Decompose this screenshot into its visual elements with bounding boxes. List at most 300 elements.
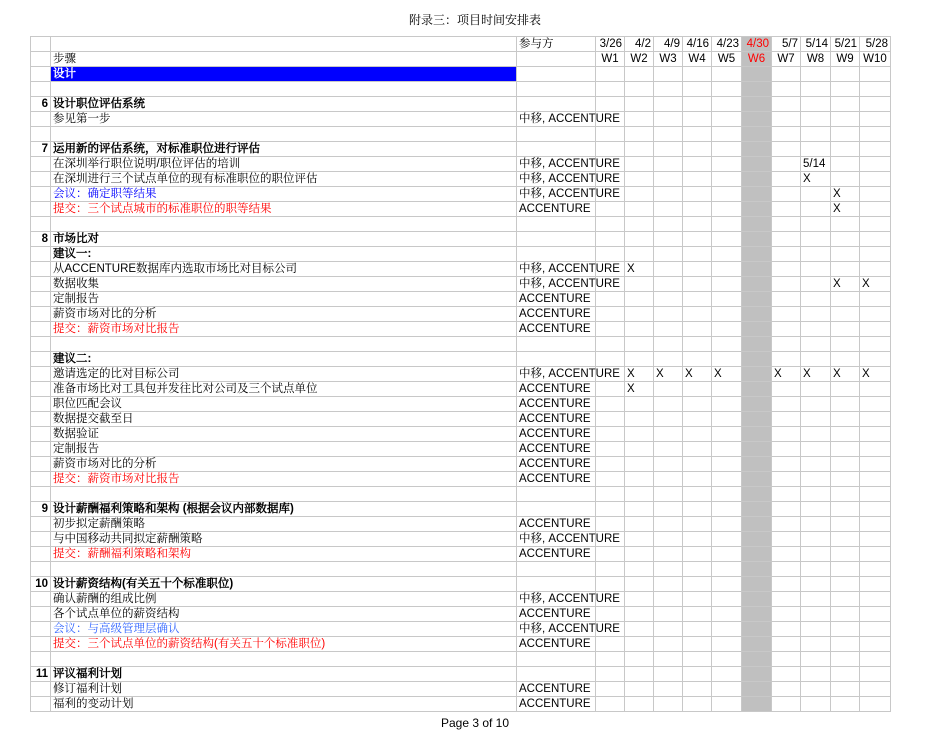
week-cell [772, 682, 801, 697]
week-cell [625, 97, 654, 112]
week-cell [742, 67, 772, 82]
task-row [31, 247, 891, 262]
task-text: 职位匹配会议 [51, 397, 517, 412]
task-row [31, 97, 891, 112]
participants-header: 参与方 [517, 37, 596, 52]
week-cell [683, 682, 712, 697]
week-cell [831, 232, 860, 247]
week-header-highlighted: W6 [742, 52, 772, 67]
week-cell [596, 142, 625, 157]
week-cell [625, 307, 654, 322]
task-row [31, 172, 891, 187]
task-row [31, 232, 891, 247]
task-row [31, 157, 891, 172]
task-row [31, 262, 891, 277]
week-cell [712, 697, 742, 712]
week-cell [831, 472, 860, 487]
week-cell [712, 472, 742, 487]
page-title: 附录三：项目时间安排表 [408, 13, 541, 27]
week-cell [683, 427, 712, 442]
task-text: 各个试点单位的薪资结构 [51, 607, 517, 622]
week-cell [596, 472, 625, 487]
task-participants: ACCENTURE [517, 382, 596, 397]
week-cell [654, 592, 683, 607]
week-cell [742, 577, 772, 592]
week-cell [831, 667, 860, 682]
task-row [31, 202, 891, 217]
week-header: W8 [801, 52, 831, 67]
week-cell [683, 262, 712, 277]
task-participants [517, 652, 596, 667]
week-cell [801, 142, 831, 157]
week-cell [683, 112, 712, 127]
step-number [31, 322, 51, 337]
week-cell [772, 352, 801, 367]
week-cell [596, 352, 625, 367]
task-text: 修订福利计划 [51, 682, 517, 697]
task-text: 定制报告 [51, 292, 517, 307]
week-cell [801, 397, 831, 412]
week-cell [772, 142, 801, 157]
week-cell [860, 232, 891, 247]
week-cell [712, 127, 742, 142]
week-cell [831, 697, 860, 712]
week-cell [772, 82, 801, 97]
week-cell [742, 337, 772, 352]
week-cell [772, 337, 801, 352]
week-cell [654, 427, 683, 442]
step-number [31, 442, 51, 457]
week-cell [712, 637, 742, 652]
week-cell [860, 127, 891, 142]
task-participants [517, 82, 596, 97]
step-number [31, 187, 51, 202]
week-cell [625, 562, 654, 577]
week-header: W3 [654, 52, 683, 67]
week-cell [712, 307, 742, 322]
week-cell [625, 457, 654, 472]
week-cell [831, 337, 860, 352]
week-cell [596, 502, 625, 517]
date-header: 4/2 [625, 37, 654, 52]
task-text [51, 82, 517, 97]
week-cell [596, 667, 625, 682]
task-row [31, 532, 891, 547]
week-cell [596, 382, 625, 397]
week-cell [712, 112, 742, 127]
week-cell [772, 322, 801, 337]
week-cell [860, 562, 891, 577]
task-participants: 中移, ACCENTURE [517, 532, 596, 547]
week-cell [596, 247, 625, 262]
week-cell [801, 82, 831, 97]
week-cell [772, 547, 801, 562]
week-cell [831, 82, 860, 97]
step-number: 8 [31, 232, 51, 247]
week-cell [772, 157, 801, 172]
schedule-body [31, 37, 891, 712]
week-cell [860, 622, 891, 637]
date-header: 5/7 [772, 37, 801, 52]
week-cell [772, 637, 801, 652]
task-participants: ACCENTURE [517, 637, 596, 652]
week-cell [772, 307, 801, 322]
week-cell [860, 202, 891, 217]
week-cell [596, 427, 625, 442]
week-cell [742, 352, 772, 367]
step-number [31, 67, 51, 82]
week-cell-mark: X [625, 367, 654, 382]
task-text: 会议：与高级管理层确认 [51, 622, 517, 637]
task-row [31, 67, 891, 82]
week-header: W7 [772, 52, 801, 67]
week-cell [683, 247, 712, 262]
week-cell [742, 607, 772, 622]
week-cell [742, 142, 772, 157]
week-cell [683, 67, 712, 82]
week-cell [801, 517, 831, 532]
task-participants [517, 562, 596, 577]
week-cell [596, 292, 625, 307]
task-participants [517, 232, 596, 247]
week-cell [831, 607, 860, 622]
week-cell [742, 427, 772, 442]
week-cell [654, 652, 683, 667]
week-cell [683, 532, 712, 547]
week-cell [831, 217, 860, 232]
week-cell [742, 667, 772, 682]
spacer-row [31, 562, 891, 577]
week-cell [772, 532, 801, 547]
task-row [31, 382, 891, 397]
week-cell [625, 637, 654, 652]
week-cell [742, 262, 772, 277]
week-cell [654, 487, 683, 502]
week-cell [742, 292, 772, 307]
week-cell [742, 232, 772, 247]
date-header-highlighted: 4/30 [742, 37, 772, 52]
week-cell [625, 697, 654, 712]
task-text: 福利的变动计划 [51, 697, 517, 712]
task-participants: 中移, ACCENTURE [517, 277, 596, 292]
week-cell [860, 112, 891, 127]
week-cell [596, 607, 625, 622]
week-cell [596, 637, 625, 652]
task-text: 提交：三个试点单位的薪资结构(有关五十个标准职位) [51, 637, 517, 652]
week-cell [712, 652, 742, 667]
week-cell [742, 547, 772, 562]
week-cell [654, 142, 683, 157]
week-cell [801, 262, 831, 277]
task-participants [517, 97, 596, 112]
step-number: 11 [31, 667, 51, 682]
week-cell [654, 157, 683, 172]
week-cell [596, 202, 625, 217]
week-cell [654, 127, 683, 142]
week-cell [654, 337, 683, 352]
week-cell [683, 322, 712, 337]
week-cell [712, 202, 742, 217]
week-header: W2 [625, 52, 654, 67]
steps-header: 步骤 [51, 52, 517, 67]
step-number [31, 457, 51, 472]
step-number [31, 307, 51, 322]
week-cell [683, 472, 712, 487]
week-cell [683, 157, 712, 172]
task-row [31, 667, 891, 682]
week-cell [712, 262, 742, 277]
step-number: 7 [31, 142, 51, 157]
week-cell [683, 412, 712, 427]
week-cell [742, 442, 772, 457]
week-cell [683, 517, 712, 532]
week-cell [772, 277, 801, 292]
week-cell [742, 472, 772, 487]
week-cell [596, 442, 625, 457]
week-cell [772, 622, 801, 637]
week-cell [596, 397, 625, 412]
step-number [31, 427, 51, 442]
week-cell [860, 67, 891, 82]
week-cell [683, 127, 712, 142]
step-number [31, 607, 51, 622]
task-row [31, 412, 891, 427]
week-cell [860, 682, 891, 697]
week-cell [801, 322, 831, 337]
task-participants: 中移, ACCENTURE [517, 262, 596, 277]
week-cell [596, 67, 625, 82]
step-number [31, 517, 51, 532]
week-cell [625, 412, 654, 427]
week-cell [596, 577, 625, 592]
week-header: W9 [831, 52, 860, 67]
week-cell [801, 307, 831, 322]
week-cell [801, 97, 831, 112]
week-cell [801, 277, 831, 292]
step-number [31, 157, 51, 172]
task-text: 提交：薪资市场对比报告 [51, 472, 517, 487]
week-cell [683, 562, 712, 577]
task-participants: ACCENTURE [517, 457, 596, 472]
week-cell [596, 517, 625, 532]
week-cell [654, 532, 683, 547]
task-participants [517, 127, 596, 142]
page-footer: Page 3 of 10 [440, 716, 510, 730]
week-cell [712, 412, 742, 427]
step-number [31, 217, 51, 232]
step-number [31, 412, 51, 427]
week-cell [831, 682, 860, 697]
week-cell [801, 352, 831, 367]
week-cell [831, 127, 860, 142]
week-cell [772, 127, 801, 142]
week-cell [860, 262, 891, 277]
week-cell [860, 322, 891, 337]
week-cell [801, 442, 831, 457]
week-cell [772, 607, 801, 622]
section-header: 设计 [51, 67, 517, 82]
week-cell [831, 262, 860, 277]
week-cell [742, 277, 772, 292]
task-text: 数据验证 [51, 427, 517, 442]
week-cell [860, 517, 891, 532]
step-number [31, 652, 51, 667]
task-participants: 中移, ACCENTURE [517, 592, 596, 607]
week-cell [742, 82, 772, 97]
task-participants [517, 142, 596, 157]
week-cell [683, 307, 712, 322]
step-number: 10 [31, 577, 51, 592]
week-cell [625, 292, 654, 307]
week-cell [683, 667, 712, 682]
task-participants [517, 352, 596, 367]
week-cell [831, 247, 860, 262]
week-cell [654, 682, 683, 697]
week-cell [860, 292, 891, 307]
task-row [31, 277, 891, 292]
task-row [31, 622, 891, 637]
week-cell [831, 307, 860, 322]
spacer-row [31, 487, 891, 502]
week-cell [801, 217, 831, 232]
week-cell [860, 187, 891, 202]
week-cell [772, 442, 801, 457]
task-row [31, 637, 891, 652]
week-cell [683, 607, 712, 622]
task-participants: 中移, ACCENTURE [517, 112, 596, 127]
week-cell [801, 292, 831, 307]
week-cell [596, 127, 625, 142]
week-cell [712, 457, 742, 472]
week-cell [801, 652, 831, 667]
week-cell [625, 157, 654, 172]
week-cell [801, 202, 831, 217]
week-cell [742, 592, 772, 607]
week-cell-mark: X [654, 367, 683, 382]
week-cell [860, 337, 891, 352]
week-cell [831, 397, 860, 412]
step-number [31, 592, 51, 607]
task-participants: 中移, ACCENTURE [517, 157, 596, 172]
week-cell [596, 547, 625, 562]
week-cell [742, 112, 772, 127]
week-cell [742, 157, 772, 172]
week-cell [860, 172, 891, 187]
week-cell [712, 502, 742, 517]
week-cell [654, 82, 683, 97]
task-participants: ACCENTURE [517, 427, 596, 442]
week-cell-mark: X [831, 187, 860, 202]
week-cell [596, 412, 625, 427]
task-row [31, 187, 891, 202]
week-cell [831, 592, 860, 607]
week-cell [625, 127, 654, 142]
step-number [31, 292, 51, 307]
week-cell [712, 172, 742, 187]
week-cell [801, 382, 831, 397]
week-cell [625, 397, 654, 412]
week-cell [831, 637, 860, 652]
week-cell [742, 367, 772, 382]
week-cell [625, 322, 654, 337]
week-header: W1 [596, 52, 625, 67]
week-cell [712, 562, 742, 577]
week-cell [801, 532, 831, 547]
week-cell [772, 172, 801, 187]
week-cell [831, 532, 860, 547]
week-cell [742, 247, 772, 262]
week-cell [860, 577, 891, 592]
week-cell [801, 592, 831, 607]
week-cell [625, 547, 654, 562]
week-cell [831, 292, 860, 307]
task-text: 数据收集 [51, 277, 517, 292]
week-cell [654, 97, 683, 112]
week-cell [625, 517, 654, 532]
task-row [31, 502, 891, 517]
week-cell [683, 172, 712, 187]
week-cell [712, 397, 742, 412]
week-cell [831, 562, 860, 577]
week-cell [683, 202, 712, 217]
step-number [31, 127, 51, 142]
week-cell-mark: X [683, 367, 712, 382]
week-cell [712, 67, 742, 82]
task-row [31, 352, 891, 367]
date-header: 5/28 [860, 37, 891, 52]
week-cell [712, 232, 742, 247]
step-number [31, 277, 51, 292]
task-participants: ACCENTURE [517, 682, 596, 697]
week-cell [712, 592, 742, 607]
step-number [31, 562, 51, 577]
step-number [31, 337, 51, 352]
week-cell [625, 622, 654, 637]
week-cell [742, 412, 772, 427]
task-participants: ACCENTURE [517, 607, 596, 622]
task-text [51, 127, 517, 142]
week-cell [683, 277, 712, 292]
week-cell [860, 637, 891, 652]
week-cell [831, 382, 860, 397]
week-cell [683, 502, 712, 517]
task-row [31, 517, 891, 532]
week-cell [712, 292, 742, 307]
week-cell [654, 622, 683, 637]
week-cell [831, 577, 860, 592]
task-row [31, 142, 891, 157]
week-cell [860, 397, 891, 412]
week-cell [772, 577, 801, 592]
week-cell [742, 127, 772, 142]
week-cell [772, 472, 801, 487]
week-cell [654, 187, 683, 202]
task-participants [517, 487, 596, 502]
week-cell [860, 427, 891, 442]
week-cell [625, 667, 654, 682]
week-cell [654, 472, 683, 487]
week-cell [831, 622, 860, 637]
week-cell [772, 292, 801, 307]
week-cell [654, 667, 683, 682]
week-cell [683, 547, 712, 562]
step-number [31, 367, 51, 382]
task-row [31, 547, 891, 562]
week-cell [831, 427, 860, 442]
week-cell [772, 232, 801, 247]
week-cell [654, 232, 683, 247]
week-cell [831, 97, 860, 112]
